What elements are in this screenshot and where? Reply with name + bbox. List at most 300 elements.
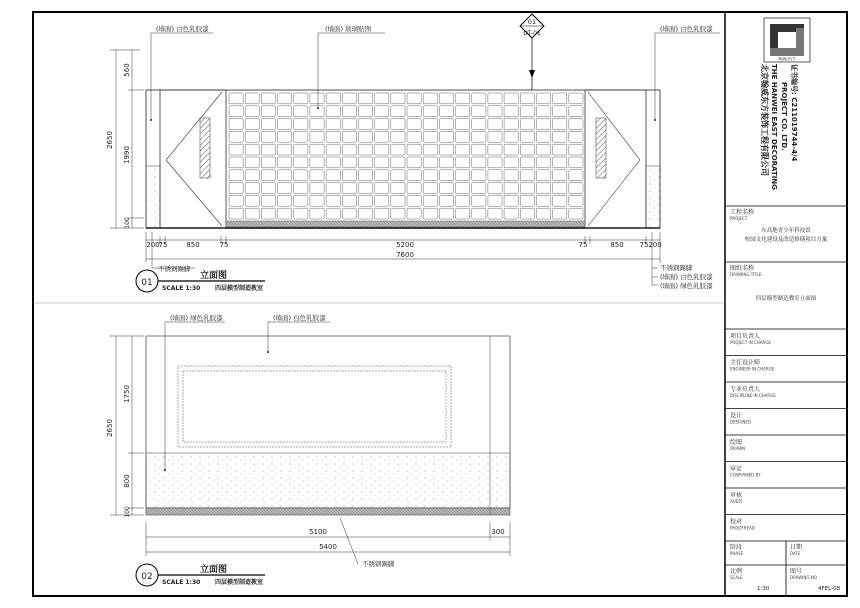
company-info bbox=[760, 64, 799, 190]
dim-200-left: 200 bbox=[146, 241, 160, 249]
glass-tile bbox=[456, 157, 470, 168]
glass-tile bbox=[488, 157, 502, 168]
glass-tile bbox=[569, 195, 583, 206]
glass-tile bbox=[472, 157, 486, 168]
glass-tile bbox=[261, 157, 275, 168]
project-label: 工程名称 bbox=[730, 209, 755, 216]
glass-tile bbox=[536, 170, 550, 181]
glass-tile bbox=[261, 170, 275, 181]
glass-tile bbox=[375, 119, 389, 130]
glass-tile-grid bbox=[229, 93, 583, 219]
glass-tile bbox=[423, 93, 437, 104]
scale-value: 1:30 bbox=[757, 586, 770, 592]
glass-tile bbox=[326, 208, 340, 219]
glass-tile bbox=[294, 170, 308, 181]
glass-tile bbox=[310, 119, 324, 130]
glass-tile bbox=[520, 144, 534, 155]
glass-tile bbox=[310, 195, 324, 206]
title-block-row-label: 项目负责人 bbox=[730, 333, 761, 340]
glass-tile bbox=[278, 170, 292, 181]
glass-tile bbox=[278, 208, 292, 219]
dim-850-left: 850 bbox=[186, 241, 200, 249]
glass-tile bbox=[504, 93, 518, 104]
glass-tile bbox=[553, 93, 567, 104]
drawing-title-02-text: 立面图 bbox=[200, 565, 228, 575]
logo-text: 翰|威|东|方 bbox=[778, 57, 796, 61]
glass-tile bbox=[536, 93, 550, 104]
glass-tile bbox=[520, 93, 534, 104]
glass-tile bbox=[536, 208, 550, 219]
drawing-name-label: 图纸名称 bbox=[730, 265, 755, 272]
glass-tile bbox=[553, 131, 567, 142]
glass-tile bbox=[375, 131, 389, 142]
glass-tile bbox=[391, 195, 405, 206]
glass-tile bbox=[261, 106, 275, 117]
glass-tile bbox=[326, 119, 340, 130]
drawing-subtitle: 四层模型制造教室 bbox=[215, 285, 264, 292]
glass-tile bbox=[553, 157, 567, 168]
note-top-right: (墙面) 白色乳胶漆 bbox=[660, 25, 713, 33]
glass-tile bbox=[229, 131, 243, 142]
glass-tile bbox=[553, 170, 567, 181]
glass-tile bbox=[536, 131, 550, 142]
glass-tile bbox=[261, 119, 275, 130]
glass-tile bbox=[520, 106, 534, 117]
title-block-row-sub: PROJECT IN CHARGE bbox=[730, 340, 771, 345]
note-top-left: (墙面) 白色乳胶漆 bbox=[156, 25, 209, 33]
date-sub: DATE bbox=[790, 551, 801, 556]
company-logo bbox=[764, 18, 810, 62]
title-block-row-label: 绘图 bbox=[730, 439, 743, 446]
dim-5200: 5200 bbox=[396, 241, 414, 249]
glass-tile bbox=[294, 106, 308, 117]
dim-850-right: 850 bbox=[610, 241, 624, 249]
dim-5100: 5100 bbox=[309, 528, 327, 536]
title-block-row-label: 设计 bbox=[730, 412, 743, 420]
glass-tile bbox=[407, 144, 421, 155]
note-bottom-left: 不锈钢踢脚 bbox=[158, 265, 191, 273]
glass-tile bbox=[569, 144, 583, 155]
glass-tile bbox=[342, 144, 356, 155]
glass-tile bbox=[375, 170, 389, 181]
glass-tile bbox=[358, 183, 372, 194]
glass-tile bbox=[536, 144, 550, 155]
glass-tile bbox=[520, 208, 534, 219]
glass-tile bbox=[294, 144, 308, 155]
glass-tile bbox=[504, 208, 518, 219]
note-green-paint: (墙面) 绿色乳胶漆 bbox=[170, 314, 223, 322]
glass-tile bbox=[245, 144, 259, 155]
glass-tile bbox=[358, 157, 372, 168]
glass-tile bbox=[342, 208, 356, 219]
glass-tile bbox=[439, 170, 453, 181]
glass-tile bbox=[439, 208, 453, 219]
glass-tile bbox=[407, 208, 421, 219]
title-block-row-sub: PROOFREAD bbox=[730, 525, 755, 531]
drawing-scale: SCALE 1:30 bbox=[162, 285, 201, 292]
glass-tile bbox=[423, 170, 437, 181]
glass-tile bbox=[342, 170, 356, 181]
glass-tile bbox=[342, 93, 356, 104]
glass-tile bbox=[569, 106, 583, 117]
drawing-no-sub: DRAWING NO bbox=[790, 575, 817, 580]
glass-tile bbox=[439, 144, 453, 155]
glass-tile bbox=[245, 208, 259, 219]
glass-tile bbox=[375, 195, 389, 206]
glass-tile bbox=[294, 183, 308, 194]
glass-tile bbox=[472, 195, 486, 206]
glass-tile bbox=[407, 93, 421, 104]
drawing-title-02 bbox=[136, 563, 265, 586]
glass-tile bbox=[407, 183, 421, 194]
dim-800: 800 bbox=[123, 474, 131, 488]
glass-tile bbox=[391, 119, 405, 130]
glass-tile bbox=[456, 183, 470, 194]
glass-tile bbox=[375, 183, 389, 194]
glass-tile bbox=[423, 157, 437, 168]
glass-tile bbox=[245, 119, 259, 130]
glass-tile bbox=[245, 131, 259, 142]
glass-tile bbox=[553, 195, 567, 206]
glass-tile bbox=[520, 183, 534, 194]
glass-tile bbox=[310, 208, 324, 219]
project-name-2: 校园文化建设及改造修缮项目方案 bbox=[744, 237, 828, 243]
glass-tile bbox=[294, 93, 308, 104]
drawing-title: 立面图 bbox=[200, 271, 228, 281]
glass-tile bbox=[278, 157, 292, 168]
glass-tile bbox=[358, 119, 372, 130]
glass-tile bbox=[326, 106, 340, 117]
glass-tile bbox=[245, 157, 259, 168]
drawing-no-value: 4FEL-08 bbox=[818, 586, 841, 592]
glass-tile bbox=[375, 93, 389, 104]
drawing-title-01 bbox=[136, 269, 265, 292]
glass-tile bbox=[423, 144, 437, 155]
glass-tile bbox=[294, 157, 308, 168]
glass-tile bbox=[423, 208, 437, 219]
glass-tile bbox=[488, 106, 502, 117]
glass-tile bbox=[439, 119, 453, 130]
glass-tile bbox=[391, 131, 405, 142]
glass-tile bbox=[456, 170, 470, 181]
glass-tile bbox=[504, 131, 518, 142]
title-block bbox=[725, 18, 847, 596]
glass-tile bbox=[569, 131, 583, 142]
glass-tile bbox=[375, 157, 389, 168]
glass-tile bbox=[358, 195, 372, 206]
glass-tile bbox=[229, 144, 243, 155]
glass-tile bbox=[504, 144, 518, 155]
glass-tile bbox=[245, 93, 259, 104]
glass-tile bbox=[407, 106, 421, 117]
certificate-number: 证书编号: C211019744-4/4 bbox=[790, 64, 798, 162]
scale-sub: SCALE bbox=[730, 575, 743, 580]
glass-tile bbox=[472, 208, 486, 219]
glass-tile bbox=[358, 93, 372, 104]
glass-tile bbox=[504, 106, 518, 117]
glass-tile bbox=[310, 170, 324, 181]
dim-75-b: 75 bbox=[219, 241, 229, 249]
glass-tile bbox=[294, 119, 308, 130]
glass-tile bbox=[569, 119, 583, 130]
title-block-row-label: 校对 bbox=[730, 518, 743, 526]
glass-tile bbox=[310, 106, 324, 117]
glass-tile bbox=[520, 170, 534, 181]
dim-1750: 1750 bbox=[123, 385, 131, 403]
glass-tile bbox=[536, 183, 550, 194]
glass-tile bbox=[488, 195, 502, 206]
glass-tile bbox=[553, 106, 567, 117]
glass-tile bbox=[472, 144, 486, 155]
glass-tile bbox=[375, 106, 389, 117]
glass-tile bbox=[407, 131, 421, 142]
glass-tile bbox=[472, 170, 486, 181]
glass-tile bbox=[229, 93, 243, 104]
title-block-row-label: 审核 bbox=[730, 492, 743, 499]
glass-tile bbox=[229, 157, 243, 168]
glass-tile bbox=[261, 208, 275, 219]
dim-300: 300 bbox=[491, 528, 505, 536]
glass-tile bbox=[342, 183, 356, 194]
drawing-name-sub: DRAWING TITLE bbox=[730, 272, 762, 277]
section-marker bbox=[520, 14, 544, 90]
glass-tile bbox=[472, 131, 486, 142]
project-name-1: 东高地青少年科技馆 bbox=[761, 228, 811, 234]
glass-tile bbox=[278, 183, 292, 194]
glass-tile bbox=[439, 93, 453, 104]
glass-tile bbox=[358, 106, 372, 117]
glass-tile bbox=[472, 183, 486, 194]
title-block-row-label: 审定 bbox=[730, 465, 743, 473]
dim-75-c: 75 bbox=[578, 241, 588, 249]
dim-2650: 2650 bbox=[106, 131, 114, 149]
glass-tile bbox=[569, 183, 583, 194]
company-name-en-1: THE HANWEI EAST DECORATING bbox=[770, 64, 778, 190]
glass-tile bbox=[358, 208, 372, 219]
glass-tile bbox=[278, 131, 292, 142]
note-steel-skirting: 不锈钢踢脚 bbox=[362, 560, 395, 568]
glass-tile bbox=[472, 119, 486, 130]
glass-tile bbox=[504, 157, 518, 168]
dim-75-a: 75 bbox=[158, 241, 168, 249]
glass-tile bbox=[229, 119, 243, 130]
glass-tile bbox=[310, 183, 324, 194]
glass-tile bbox=[358, 170, 372, 181]
drawing-scale-02: SCALE 1:30 bbox=[162, 579, 201, 586]
title-block-row-sub: AUDIT bbox=[730, 499, 743, 504]
glass-tile bbox=[472, 93, 486, 104]
section-sheet-ref: DT-01 bbox=[523, 30, 541, 37]
drawing-subtitle-02: 四层模型制造教室 bbox=[215, 579, 264, 586]
glass-tile bbox=[342, 157, 356, 168]
glass-tile bbox=[569, 170, 583, 181]
glass-tile bbox=[553, 119, 567, 130]
glass-tile bbox=[536, 157, 550, 168]
glass-tile bbox=[488, 208, 502, 219]
title-block-row-sub: DRAWN bbox=[730, 446, 746, 451]
glass-tile bbox=[278, 106, 292, 117]
glass-tile bbox=[294, 208, 308, 219]
glass-tile bbox=[358, 131, 372, 142]
glass-tile bbox=[456, 119, 470, 130]
elevation-02 bbox=[106, 313, 510, 586]
dim-200-right: 200 bbox=[648, 241, 662, 249]
glass-tile bbox=[229, 195, 243, 206]
glass-tile bbox=[553, 144, 567, 155]
dim-100: 100 bbox=[124, 217, 131, 229]
note-white-paint: (墙面) 白色乳胶漆 bbox=[273, 314, 326, 322]
glass-tile bbox=[488, 131, 502, 142]
glass-tile bbox=[278, 144, 292, 155]
glass-tile bbox=[245, 170, 259, 181]
glass-tile bbox=[423, 195, 437, 206]
title-block-row-sub: CONFIRMED BY bbox=[730, 472, 761, 478]
company-name-en-2: PROJECT CO. LTD. bbox=[780, 82, 788, 151]
dimensions-vertical-02 bbox=[106, 336, 144, 518]
dim-7600: 7600 bbox=[396, 251, 414, 259]
glass-tile bbox=[472, 106, 486, 117]
glass-tile bbox=[342, 131, 356, 142]
glass-tile bbox=[342, 119, 356, 130]
glass-tile bbox=[245, 183, 259, 194]
glass-tile bbox=[310, 157, 324, 168]
glass-tile bbox=[342, 106, 356, 117]
title-block-rows bbox=[725, 329, 847, 531]
glass-tile bbox=[569, 93, 583, 104]
glass-tile bbox=[278, 119, 292, 130]
dim-5400: 5400 bbox=[319, 543, 337, 551]
company-name-cn: 北京翰威东方装饰工程有限公司 bbox=[760, 64, 769, 176]
glass-tile bbox=[520, 119, 534, 130]
glass-tile bbox=[391, 93, 405, 104]
glass-tile bbox=[326, 131, 340, 142]
drawing-name-value: 四层模型制造教室立面图 bbox=[755, 296, 817, 302]
title-block-row-label: 主任设计师 bbox=[730, 359, 761, 367]
note-bottom-right-1: 不锈钢踢脚 bbox=[660, 264, 693, 272]
glass-tile bbox=[391, 170, 405, 181]
glass-tile bbox=[310, 131, 324, 142]
glass-tile bbox=[261, 195, 275, 206]
dim-2650-b: 2650 bbox=[106, 419, 114, 437]
dimensions-horizontal bbox=[146, 232, 662, 263]
note-top-center: (墙面) 玻璃贴图 bbox=[325, 25, 372, 33]
glass-tile bbox=[391, 208, 405, 219]
glass-tile bbox=[245, 195, 259, 206]
note-bottom-right-2: (墙面) 白色乳胶漆 bbox=[660, 273, 713, 281]
glass-tile bbox=[456, 195, 470, 206]
glass-tile bbox=[229, 170, 243, 181]
glass-tile bbox=[423, 106, 437, 117]
elevation-01 bbox=[106, 14, 720, 292]
glass-tile bbox=[391, 144, 405, 155]
glass-tile bbox=[520, 157, 534, 168]
drawing-number: 01 bbox=[141, 278, 153, 288]
glass-tile bbox=[536, 119, 550, 130]
glass-tile bbox=[391, 183, 405, 194]
glass-tile bbox=[375, 144, 389, 155]
glass-tile bbox=[261, 93, 275, 104]
glass-tile bbox=[423, 131, 437, 142]
glass-tile bbox=[504, 119, 518, 130]
glass-tile bbox=[439, 131, 453, 142]
glass-tile bbox=[278, 195, 292, 206]
glass-tile bbox=[488, 119, 502, 130]
glass-tile bbox=[326, 144, 340, 155]
glass-tile bbox=[504, 183, 518, 194]
title-block-row-sub: DESIGNED bbox=[730, 419, 752, 425]
project-sub: PROJECT bbox=[730, 216, 748, 221]
glass-tile bbox=[310, 144, 324, 155]
glass-tile bbox=[439, 195, 453, 206]
glass-tile bbox=[488, 93, 502, 104]
glass-tile bbox=[391, 106, 405, 117]
glass-tile bbox=[423, 183, 437, 194]
glass-tile bbox=[407, 170, 421, 181]
glass-tile bbox=[504, 170, 518, 181]
glass-tile bbox=[456, 106, 470, 117]
glass-tile bbox=[423, 119, 437, 130]
glass-tile bbox=[310, 93, 324, 104]
glass-tile bbox=[536, 106, 550, 117]
glass-tile bbox=[407, 157, 421, 168]
glass-tile bbox=[407, 195, 421, 206]
glass-tile bbox=[456, 131, 470, 142]
glass-tile bbox=[439, 157, 453, 168]
glass-tile bbox=[456, 144, 470, 155]
date-label: 日期 bbox=[790, 544, 803, 551]
scale-label: 比例 bbox=[730, 568, 743, 575]
glass-tile bbox=[569, 157, 583, 168]
glass-tile bbox=[391, 157, 405, 168]
glass-tile bbox=[326, 157, 340, 168]
glass-tile bbox=[439, 106, 453, 117]
glass-tile bbox=[229, 183, 243, 194]
glass-tile bbox=[294, 195, 308, 206]
title-block-row-sub: ENGINEER IN CHARGE bbox=[730, 366, 775, 372]
dim-560: 560 bbox=[123, 63, 131, 77]
glass-tile bbox=[520, 131, 534, 142]
glass-tile bbox=[261, 183, 275, 194]
glass-tile bbox=[504, 195, 518, 206]
glass-tile bbox=[294, 131, 308, 142]
glass-tile bbox=[375, 208, 389, 219]
phase-sub: PHASE bbox=[730, 551, 744, 556]
glass-tile bbox=[536, 195, 550, 206]
phase-label: 阶段 bbox=[730, 544, 743, 551]
dim-100-b: 100 bbox=[124, 506, 131, 518]
glass-tile bbox=[326, 183, 340, 194]
glass-tile bbox=[229, 208, 243, 219]
drawing-number-02: 02 bbox=[141, 572, 153, 582]
glass-tile bbox=[229, 106, 243, 117]
glass-tile bbox=[245, 106, 259, 117]
glass-tile bbox=[488, 170, 502, 181]
dimensions-vertical bbox=[106, 50, 144, 229]
dim-75-d: 75 bbox=[639, 241, 649, 249]
glass-tile bbox=[553, 208, 567, 219]
glass-tile bbox=[488, 144, 502, 155]
section-number: 01 bbox=[527, 18, 537, 26]
glass-tile bbox=[456, 208, 470, 219]
glass-tile bbox=[358, 144, 372, 155]
glass-tile bbox=[326, 93, 340, 104]
dimensions-horizontal-02 bbox=[146, 522, 510, 556]
drawing-no-label: 图号 bbox=[790, 568, 803, 575]
glass-tile bbox=[569, 208, 583, 219]
glass-tile bbox=[278, 93, 292, 104]
note-bottom-right-3: (墙面) 绿色乳胶漆 bbox=[660, 282, 713, 290]
title-block-row-label: 专业负责人 bbox=[730, 386, 761, 393]
